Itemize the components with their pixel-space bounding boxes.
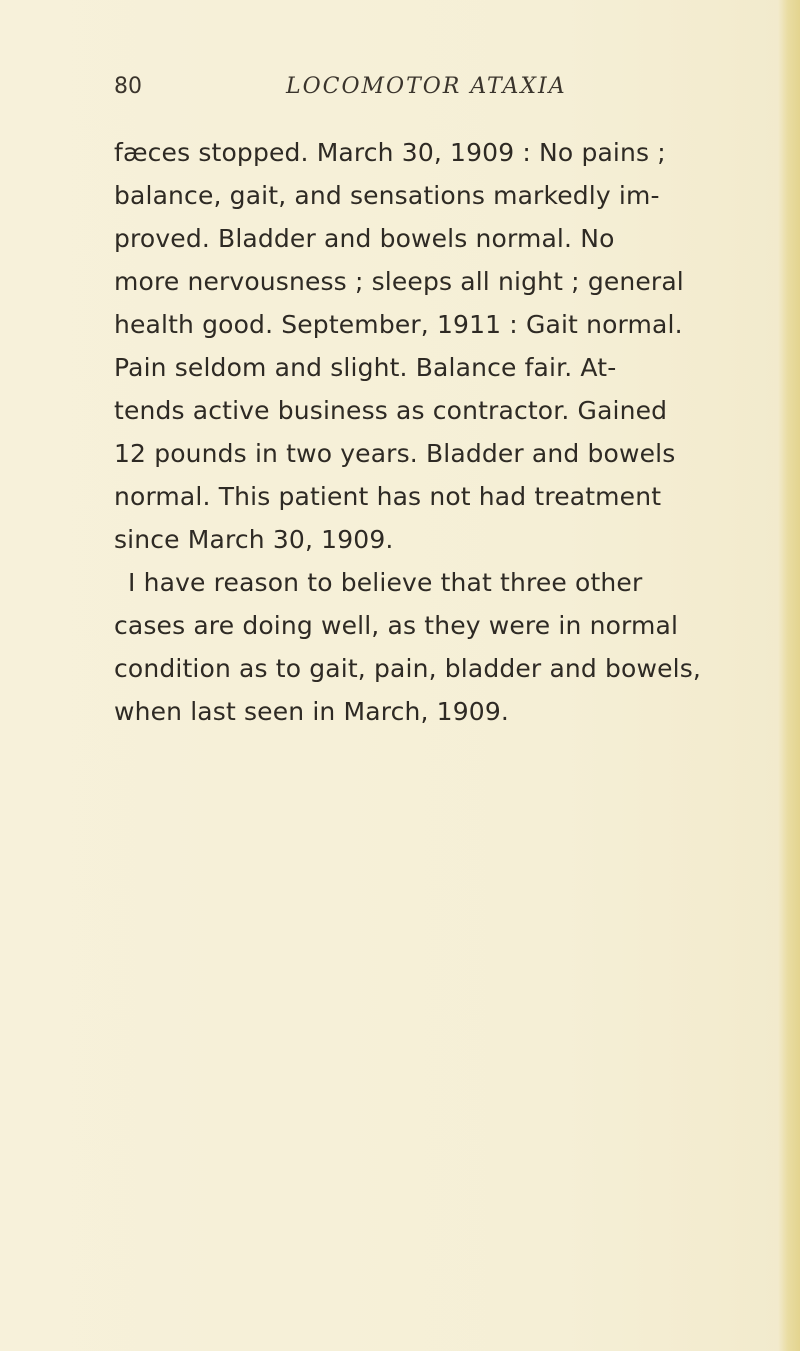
- text-line: normal. This patient has not had treatment: [114, 482, 662, 511]
- page-edge: [778, 0, 800, 1351]
- text-line: when last seen in March, 1909.: [114, 697, 509, 726]
- text-line: health good. September, 1911 : Gait normal.: [114, 310, 683, 339]
- text-line: Pain seldom and slight. Balance fair. At-: [114, 353, 617, 382]
- text-line: condition as to gait, pain, bladder and bowels,: [114, 654, 701, 683]
- text-line: cases are doing well, as they were in normal: [114, 611, 679, 640]
- text-line: tends active business as contractor. Gained: [114, 396, 668, 425]
- text-line: proved. Bladder and bowels normal. No: [114, 224, 615, 253]
- text-line: 12 pounds in two years. Bladder and bowels: [114, 439, 676, 468]
- text-line: more nervousness ; sleeps all night ; general: [114, 267, 684, 296]
- text-line: since March 30, 1909.: [114, 525, 394, 554]
- page-number: 80: [114, 74, 142, 99]
- body-text: [114, 131, 760, 733]
- page-header: [114, 74, 574, 114]
- paragraph-start-line: I have reason to believe that three other: [128, 568, 643, 597]
- text-line: fæces stopped. March 30, 1909 : No pains ;: [114, 138, 666, 167]
- text-line: balance, gait, and sensations markedly im-: [114, 181, 660, 210]
- running-title: LOCOMOTOR ATAXIA: [286, 74, 567, 99]
